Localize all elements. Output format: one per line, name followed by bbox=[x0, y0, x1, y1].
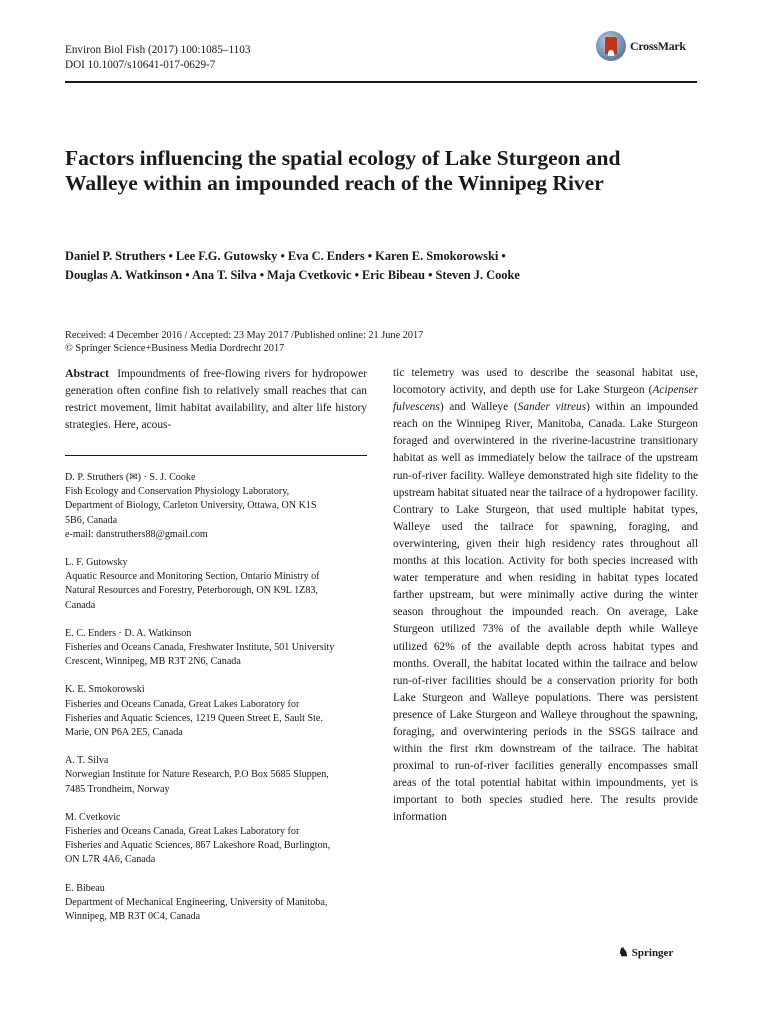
affiliation-block bbox=[65, 754, 375, 797]
springer-knight-icon: ♞ bbox=[618, 945, 629, 959]
abstract-text-segment: ) within an impounded reach on the Winnipeg River, Manitoba, Canada. Lake Sturgeon foraged and overwintered in the riverine-lacustrine transitionary habitat as well as immediately below the tailrace of the upstream run-of-river facility. Walleye demonstrated high site fidelity to the upstream habitat situated near the tailrace of a hydropower facility. Contrary to Lake Sturgeon, that used multiple habitat types, Walleye used the tailrace for spawning, foraging, and overwintering, given their high residency rates throughout all months at this location. Activity for both species increased with water temperature and when residing in habitat types located farther upstream, but were minimally active during the winter season throughout the impounded reach. On average, Lake Sturgeon utilized 73% of the available depth while Walleye utilized 62% of the available depth across habitat types and months. Overall, the habitat located within the tailrace and below run-of-river facilities should be a conservation priority for both Lake Sturgeon and Walleye populations. There was persistent presence of Lake Sturgeon and Walleye throughout the spawning, foraging, and overwintering periods in the SSGS tailrace and within the first rkm downstream of the tailrace. The habitat proximal to run-of-river facilities generally encompasses small areas of the total potential habitat within impoundments, yet is important to both species studied here. The results provide information bbox=[393, 401, 698, 824]
affiliation-names: E. Bibeau bbox=[65, 882, 105, 894]
affiliation-line: 7485 Trondheim, Norway bbox=[65, 783, 170, 795]
affiliation-block bbox=[65, 882, 375, 925]
history-dates: Received: 4 December 2016 / Accepted: 23 May 2017 /Published online: 21 June 2017 bbox=[65, 330, 424, 341]
abstract-text-left: Impoundments of free-flowing rivers for hydropower generation often confine fish to relatively small reaches that can restrict movement, limit habitat availability, and alter life history strategies. Here, acous- bbox=[65, 368, 367, 432]
abstract-paragraph-left bbox=[65, 365, 367, 434]
affiliation-line: Crescent, Winnipeg, MB R3T 2N6, Canada bbox=[65, 656, 241, 668]
abstract-paragraph-right bbox=[393, 365, 698, 827]
abstract-right-column bbox=[393, 365, 698, 827]
affiliation-block bbox=[65, 627, 375, 670]
journal-header bbox=[65, 43, 250, 73]
species-name: Acipenser fulvescens bbox=[393, 384, 698, 414]
affiliation-line: Fisheries and Oceans Canada, Freshwater Institute, 501 University bbox=[65, 642, 335, 654]
publication-dates bbox=[65, 329, 423, 355]
author-list bbox=[65, 247, 665, 285]
copyright-notice: © Springer Science+Business Media Dordrecht 2017 bbox=[65, 343, 285, 354]
crossmark-label: CrossMark bbox=[630, 38, 686, 53]
publisher-logo bbox=[618, 945, 673, 960]
affiliation-names: A. T. Silva bbox=[65, 755, 109, 767]
affiliation-line: Department of Mechanical Engineering, University of Manitoba, bbox=[65, 896, 328, 908]
affiliation-line: 5B6, Canada bbox=[65, 514, 118, 526]
author-line-2: Douglas A. Watkinson • Ana T. Silva • Maja Cvetkovic • Eric Bibeau • Steven J. Cooke bbox=[65, 268, 520, 282]
affiliation-block bbox=[65, 811, 375, 868]
affiliation-line: Fisheries and Oceans Canada, Great Lakes Laboratory for bbox=[65, 698, 300, 710]
affiliation-line: Norwegian Institute for Nature Research, P.O Box 5685 Sluppen, bbox=[65, 769, 329, 781]
affiliation-line: Canada bbox=[65, 599, 96, 611]
journal-citation: Environ Biol Fish (2017) 100:1085–1103 bbox=[65, 44, 251, 56]
email-link[interactable]: e-mail: danstruthers88@gmail.com bbox=[65, 528, 208, 540]
affiliation-names: K. E. Smokorowski bbox=[65, 684, 145, 696]
affiliation-line: Fisheries and Aquatic Sciences, 1219 Queen Street E, Sault Ste. bbox=[65, 712, 323, 724]
affiliation-line: Winnipeg, MB R3T 0C4, Canada bbox=[65, 911, 201, 923]
abstract-text-segment: tic telemetry was used to describe the seasonal habitat use, locomotory activity, and depth use for Lake Sturgeon ( bbox=[393, 367, 698, 397]
affiliation-line: Fisheries and Aquatic Sciences, 867 Lakeshore Road, Burlington, bbox=[65, 840, 331, 852]
affiliation-line: ON L7R 4A6, Canada bbox=[65, 854, 156, 866]
species-name: Sander vitreus bbox=[517, 401, 587, 414]
affiliation-line: Fish Ecology and Conservation Physiology Laboratory, bbox=[65, 486, 290, 498]
affiliation-names: L. F. Gutowsky bbox=[65, 557, 128, 569]
affiliation-line: Fisheries and Oceans Canada, Great Lakes Laboratory for bbox=[65, 826, 300, 838]
crossmark-badge[interactable] bbox=[596, 31, 686, 61]
abstract-label: Abstract bbox=[65, 366, 109, 380]
affiliation-names: E. C. Enders · D. A. Watkinson bbox=[65, 627, 192, 639]
affiliation-line: Department of Biology, Carleton University, Ottawa, ON K1S bbox=[65, 500, 317, 512]
affiliation-line: Marie, ON P6A 2E5, Canada bbox=[65, 727, 183, 739]
affiliation-block bbox=[65, 683, 375, 740]
article-title: Factors influencing the spatial ecology of Lake Sturgeon and Walleye within an impounded reach of the Winnipeg River bbox=[65, 146, 621, 195]
crossmark-icon bbox=[596, 31, 626, 61]
affiliation-names: M. Cvetkovic bbox=[65, 811, 121, 823]
affiliation-line: Aquatic Resource and Monitoring Section, Ontario Ministry of bbox=[65, 571, 320, 583]
abstract-text-segment: ) and Walleye ( bbox=[439, 401, 518, 414]
affiliation-block bbox=[65, 471, 375, 542]
doi[interactable]: DOI 10.1007/s10641-017-0629-7 bbox=[65, 59, 216, 71]
footnote-divider bbox=[65, 455, 367, 456]
abstract-left-column bbox=[65, 365, 367, 434]
publisher-label: Springer bbox=[631, 946, 674, 959]
affiliation-block bbox=[65, 556, 375, 613]
affiliations bbox=[65, 471, 375, 938]
affiliation-line: Natural Resources and Forestry, Peterborough, ON K9L 1Z83, bbox=[65, 585, 318, 597]
header-divider bbox=[65, 81, 697, 83]
affiliation-names: D. P. Struthers (✉) · S. J. Cooke bbox=[65, 472, 196, 483]
author-line-1: Daniel P. Struthers • Lee F.G. Gutowsky • Eva C. Enders • Karen E. Smokorowski • bbox=[65, 249, 506, 263]
